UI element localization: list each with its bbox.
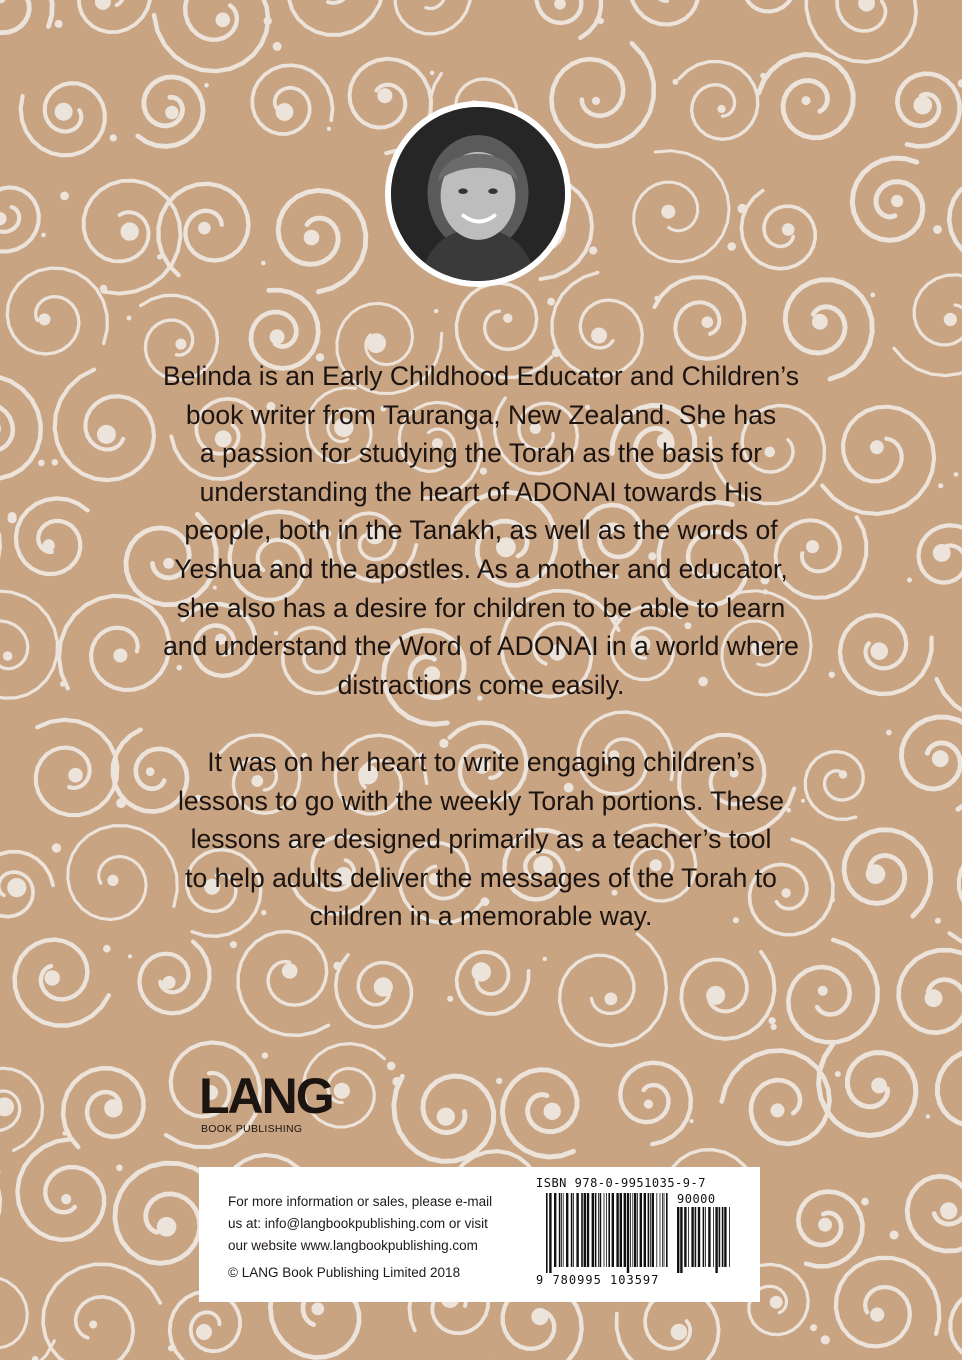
swirl-dot [702,316,714,328]
swirl-dot [654,296,659,301]
barcode-bar [722,1207,724,1267]
swirl-dot [447,996,453,1002]
swirl-dot [311,1303,324,1316]
barcode-bar [581,1193,583,1267]
swirl-dot [886,730,892,736]
swirl-dot [598,18,604,24]
swirl-dot [165,106,178,119]
swirl-dot [0,0,6,3]
swirl-dot [204,83,209,88]
swirl-shape [655,277,745,359]
barcode-bar [606,1193,607,1267]
swirl-shape [63,1068,143,1147]
contact-line: For more information or sales, please e-mail [228,1194,493,1209]
swirl-dot [157,1217,177,1237]
swirl-dot [870,642,888,660]
barcode-bar [592,1193,594,1267]
swirl-dot [944,313,957,326]
swirl-shape [0,377,41,479]
barcode-addon-icon [677,1207,731,1273]
swirl-dot [333,962,341,970]
bio-line: people, both in the Tanakh, as well as the words of [184,515,778,546]
swirl-dot [366,333,386,353]
barcode-bar [644,1193,646,1267]
swirl-shape [937,1050,962,1154]
swirl-dot [782,223,795,236]
swirl-dot [925,989,943,1007]
barcode-bar [713,1207,714,1267]
swirl-shape [560,934,667,1046]
swirl-shape [502,1070,577,1157]
swirl-dot [128,954,132,958]
swirl-dot [958,79,962,87]
swirl-dot [605,993,618,1006]
swirl-dot [907,578,912,583]
swirl-dot [175,339,186,350]
barcode-bar [660,1193,661,1267]
swirl-shape [950,844,962,949]
barcode-bar [703,1207,705,1267]
ean-number: 9 780995 103597 [536,1273,660,1287]
swirl-dot [760,73,766,79]
swirl-dot [60,681,65,686]
swirl-dot [52,459,59,466]
barcode-bar [729,1207,730,1267]
barcode-bar [559,1193,561,1267]
publisher-logo-word: LANG [199,1068,333,1124]
swirl-dot [276,103,294,121]
author-portrait [385,101,571,287]
swirl-shape [154,0,268,71]
barcode-bar [719,1207,721,1267]
barcode-bar [664,1193,665,1267]
barcode-bar [595,1193,597,1267]
swirl-shape [759,55,854,138]
bio-line: she also has a desire for children to be able to learn [176,592,786,623]
swirl-dot [547,298,555,306]
contact-info [228,1191,528,1284]
swirl-shape [836,1258,939,1347]
swirl-shape [0,1276,54,1360]
swirl-dot [727,242,736,251]
swirl-shape [536,0,601,38]
swirl-shape [0,0,52,33]
bio-line: a passion for studying the Torah as the basis for [199,438,763,469]
swirl-dot [264,17,272,25]
swirl-dot [932,750,949,767]
swirl-dot [671,1324,688,1341]
contact-line: our website www.langbookpublishing.com [228,1238,478,1253]
barcode-bar [604,1193,605,1267]
swirl-dot [926,1114,930,1118]
swirl-shape [679,62,758,140]
swirl-dot [95,0,111,10]
swirl-shape [819,1045,916,1136]
swirl-dot [334,1083,350,1099]
barcode-bar [680,1207,682,1273]
swirl-dot [52,843,61,852]
barcode-bar [634,1193,636,1267]
swirl-dot [661,205,675,219]
swirl-dot [690,1119,694,1123]
swirl-dot [871,1078,887,1094]
swirl-dot [104,1099,122,1117]
swirl-dot [45,970,60,985]
swirl-dot [861,1198,869,1206]
swirl-shape [16,498,88,574]
swirl-dot [198,222,211,235]
swirl-dot [891,195,903,207]
swirl-dot [591,328,607,344]
swirl-dot [127,316,132,321]
swirl-dot [810,1324,817,1331]
swirl-shape [724,0,796,12]
swirl-dot [38,460,45,467]
swirl-dot [835,1071,841,1077]
bio-line: children in a memorable way. [309,901,653,932]
swirl-dot [103,945,111,953]
swirl-dot [262,1052,268,1058]
swirl-dot [392,1077,401,1086]
swirl-dot [802,96,811,105]
swirl-dot [706,986,725,1005]
barcode-bar [576,1193,578,1267]
barcode-bar [688,1207,689,1267]
swirl-shape [289,0,385,35]
swirl-shape [788,940,877,1042]
swirl-dot [89,1321,97,1329]
swirl-dot [7,878,26,897]
swirl-dot [870,293,875,298]
barcode-bar [612,1193,614,1267]
barcode-bar [695,1207,697,1267]
barcode-bar [598,1193,599,1267]
barcode-bar [715,1207,717,1273]
bio-line: understanding the heart of ADONAI towards His [199,476,763,507]
barcode-bar [632,1193,633,1267]
swirl-shape [0,591,57,698]
swirl-shape [681,952,774,1039]
barcode-bar [600,1193,602,1267]
swirl-dot [0,420,1,438]
barcode-bar [650,1193,651,1267]
bio-line: lessons to go with the weekly Torah portions. These [178,785,784,816]
barcode-bar [549,1193,551,1273]
swirl-dot [60,192,69,201]
swirl-dot [377,88,392,103]
barcode-bar [587,1193,589,1267]
swirl-shape [238,932,328,1036]
swirl-dot [866,864,886,884]
bio-line: to help adults deliver the messages of the Torah to [185,862,777,893]
swirl-dot [430,71,435,76]
swirl-dot [870,440,884,454]
swirl-dot [935,918,941,924]
swirl-dot [157,254,162,259]
swirl-dot [933,225,942,234]
barcode-bar [554,1193,556,1267]
swirl-dot [168,1345,174,1351]
bio-line: Yeshua and the apostles. As a mother and educator, [174,553,788,584]
barcode-bar [652,1193,654,1267]
barcode-bar [724,1207,726,1267]
barcode-bar [566,1193,568,1267]
swirl-dot [163,976,176,989]
barcode-bar [698,1207,700,1267]
bio-line: book writer from Tauranga, New Zealand. She has [185,399,777,430]
swirl-shape [722,1051,830,1144]
swirl-dot [554,0,566,10]
swirl-shape [252,65,332,134]
swirl-dot [196,1324,212,1340]
swirl-dot [738,204,748,214]
barcode-addon-label: 90000 [677,1192,716,1206]
swirl-dot [503,314,512,323]
swirl-dot [273,42,282,51]
swirl-dot [3,651,13,661]
swirl-dot [818,1218,832,1232]
barcode-bar [608,1193,610,1267]
barcode-bar [630,1193,631,1267]
barcode-bar [624,1193,626,1267]
swirl-shape [139,942,209,1014]
swirl-dot [62,1131,67,1136]
swirl-dot [55,20,63,28]
barcode-bar [662,1193,663,1267]
swirl-shape [17,1139,104,1240]
publisher-logo-subtitle: BOOK PUBLISHING [201,1123,303,1135]
swirl-dot [890,1231,899,1240]
bio-line: and understand the Word of ADONAI in a world where [163,631,799,662]
swirl-shape [907,1155,962,1251]
barcode-bar [571,1193,573,1267]
swirl-shape [620,1063,691,1145]
swirl-dot [472,962,491,981]
swirl-dot [216,12,231,27]
swirl-dot [61,1194,71,1204]
swirl-dot [769,1017,776,1024]
swirl-shape [395,0,471,34]
barcode-bar [561,1193,562,1267]
swirl-dot [270,329,285,344]
swirl-shape [457,952,529,1014]
barcode-bar [573,1193,574,1267]
swirl-shape [336,955,412,1027]
barcode-bar [656,1193,657,1267]
contact-line: us at: info@langbookpublishing.com or visit [228,1216,488,1231]
barcode-bar [666,1193,668,1267]
swirl-dot [717,105,725,113]
swirl-shape [634,151,729,262]
swirl-dot [589,246,597,254]
swirl-dot [374,977,393,996]
swirl-dot [110,134,117,141]
bio-line: It was on her heart to write engaging children’s [207,747,755,777]
swirl-dot [870,1308,884,1322]
barcode-bar [677,1207,679,1273]
swirl-dot [39,313,51,325]
barcode-bar [620,1193,622,1267]
swirl-shape [852,158,923,240]
swirl-dot [940,1202,957,1219]
bio-line: distractions come easily. [337,669,625,700]
barcode-bar [648,1193,650,1267]
barcode-bar [616,1193,618,1267]
barcode-bar [691,1207,693,1267]
swirl-dot [771,1024,777,1030]
swirl-dot [914,96,933,115]
barcode-bar [627,1193,629,1273]
swirl-dot [644,1100,653,1109]
swirl-dot [8,514,17,523]
barcode-bar [640,1193,642,1267]
swirl-dot [327,127,331,131]
swirl-dot [434,309,438,313]
author-bio-paragraph-1 [100,357,862,704]
publisher-logo [199,1068,333,1137]
barcode-bar [705,1207,706,1267]
swirl-dot [812,314,828,330]
swirl-shape [949,160,962,264]
swirl-shape [7,268,107,354]
barcode-bar [637,1193,638,1267]
swirl-dot [282,963,298,979]
swirl-dot [821,1335,830,1344]
copyright-notice: © LANG Book Publishing Limited 2018 [228,1265,461,1280]
swirl-dot [544,1103,561,1120]
swirl-dot [230,941,237,948]
swirl-dot [0,212,7,225]
bio-line: Belinda is an Early Childhood Educator and Children’s [163,361,799,391]
swirl-shape [950,1288,962,1360]
swirl-dot [68,768,83,783]
swirl-shape [43,1264,160,1360]
barcode-bar [708,1207,710,1267]
bio-line: lessons are designed primarily as a teacher’s tool [190,824,772,855]
swirl-dot [55,103,73,121]
barcode-bar [563,1193,564,1267]
swirl-dot [304,230,320,246]
author-bio-paragraph-2 [100,743,862,936]
swirl-dot [32,1356,39,1360]
barcode-bar [684,1207,686,1267]
swirl-shape [15,940,109,1026]
barcode-bar [546,1193,548,1273]
swirl-dot [496,1078,502,1084]
barcode-bar [584,1193,586,1267]
swirl-dot [543,957,547,961]
swirl-dot [672,79,678,85]
swirl-dot [121,222,139,240]
swirl-dot [771,1103,785,1117]
swirl-dot [261,261,266,266]
swirl-dot [531,1308,548,1325]
swirl-dot [954,472,959,477]
swirl-shape [901,717,962,809]
swirl-dot [933,544,951,562]
barcode-icon [546,1193,668,1273]
swirl-shape [741,191,815,269]
swirl-shape [630,0,709,25]
swirl-dot [387,1062,396,1071]
swirl-dot [116,1165,123,1172]
swirl-shape [937,619,962,720]
swirl-shape [278,191,366,292]
swirl-dot [437,1108,455,1126]
swirl-dot [770,1296,783,1309]
swirl-shape [0,494,1,591]
swirl-dot [592,97,600,105]
swirl-dot [43,539,55,551]
isbn-label: ISBN 978-0-9951035-9-7 [536,1176,706,1190]
swirl-dot [0,1097,14,1116]
swirl-dot [858,0,875,11]
swirl-dot [818,986,828,996]
swirl-shape [551,43,653,146]
info-box [199,1167,760,1302]
swirl-dot [938,483,943,488]
swirl-dot [100,285,108,293]
swirl-dot [41,233,46,238]
author-photo-icon [391,107,565,281]
